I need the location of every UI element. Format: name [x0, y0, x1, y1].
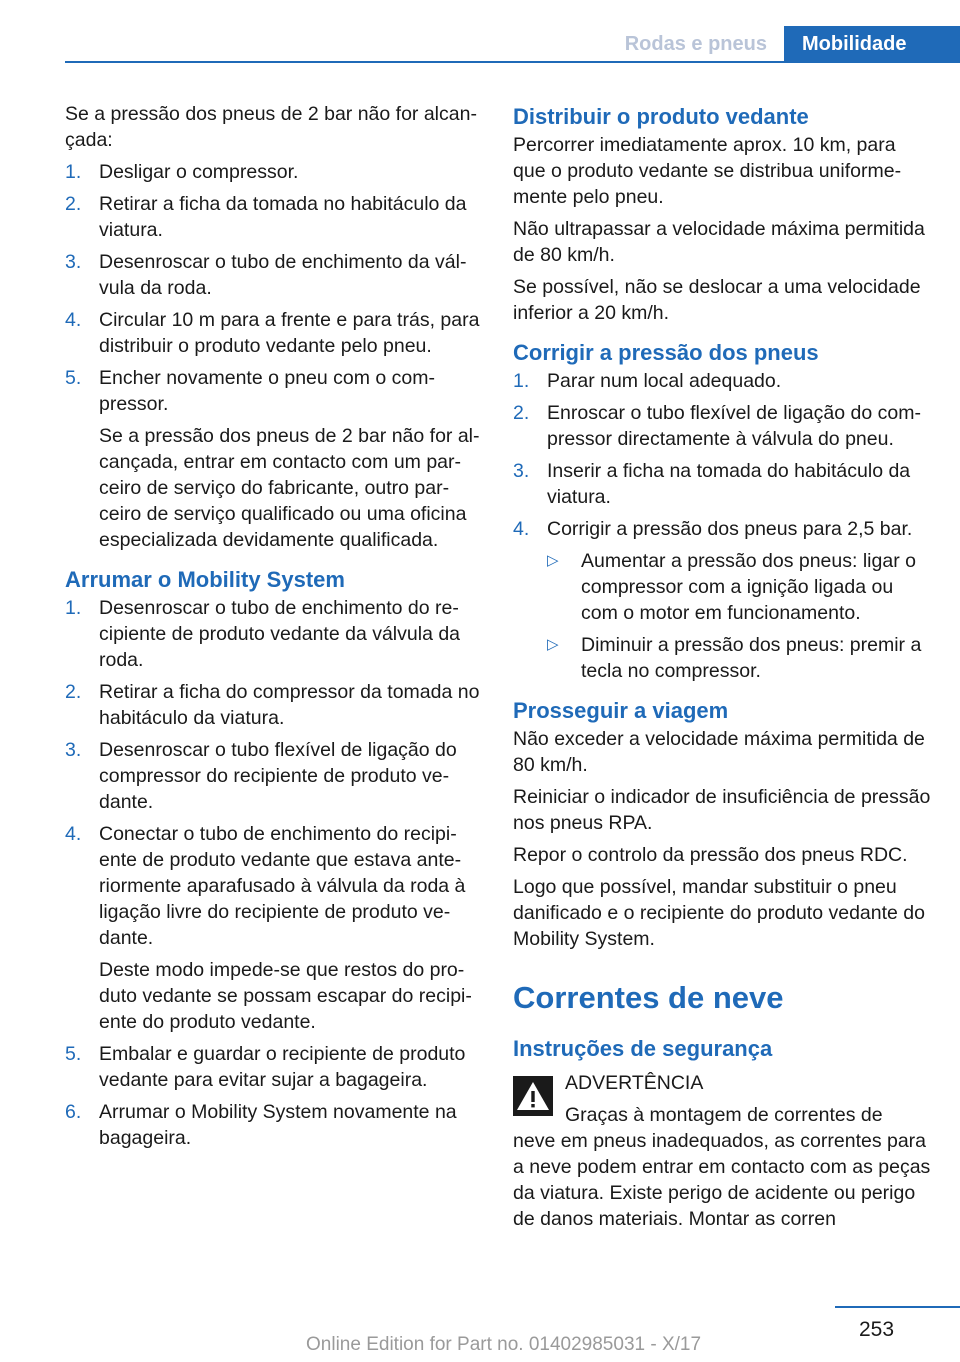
chapter-tab: Mobilidade: [784, 26, 960, 62]
stow-steps: [65, 595, 483, 1151]
page-number: 253: [859, 1318, 895, 1341]
paragraph: Não ultrapassar a velocidade máxima permitida de 80 km/h.: [513, 218, 925, 266]
step-text: Retirar a ficha do compressor da tomada no habitáculo da viatura.: [99, 681, 480, 729]
triangle-bullet-icon: ▷: [547, 552, 559, 569]
step-text: Parar num local adequado.: [547, 370, 782, 392]
step-text: Conectar o tubo de enchimento do recipiente de produto vedante que estava anteriormente aparafusado à válvula da roda à ligação livre do recipiente de produto vedante.: [99, 823, 466, 949]
step-number: 6.: [65, 1101, 82, 1123]
snow-chains-heading: Correntes de neve: [513, 980, 784, 1015]
step-number: 1.: [65, 597, 82, 619]
step-text: Encher novamente o pneu com o compressor.: [99, 367, 436, 415]
bullet-text: Diminuir a pressão dos pneus: premir a tecla no compressor.: [581, 634, 922, 682]
edition-note: Online Edition for Part no. 01402985031 - X/17: [306, 1334, 702, 1355]
paragraph: Logo que possível, mandar substituir o pneu danificado e o recipiente do produto vedante do Mobility System.: [513, 876, 925, 950]
step-text: Inserir a ficha na tomada do habitáculo da viatura.: [547, 460, 911, 508]
step-number: 5.: [65, 367, 82, 389]
warning-icon: [513, 1076, 553, 1116]
step-number: 2.: [65, 193, 82, 215]
bullet-text: Aumentar a pressão dos pneus: ligar o compressor com a ignição ligada ou com o motor em funcionamento.: [581, 550, 916, 624]
list-item: [513, 516, 931, 684]
left-column: [65, 101, 483, 1157]
step-number: 2.: [65, 681, 82, 703]
step-number: 4.: [65, 823, 82, 845]
paragraph: Se possível, não se deslocar a uma velocidade inferior a 20 km/h.: [513, 276, 921, 324]
step-number: 1.: [65, 161, 82, 183]
pressure-options: [547, 548, 931, 684]
correct-pressure-heading: Corrigir a pressão dos pneus: [513, 340, 819, 365]
intro-text: Se a pressão dos pneus de 2 bar não for alcançada:: [65, 103, 477, 151]
correct-steps: [513, 368, 931, 684]
paragraph: Reiniciar o indicador de insuficiência de pressão nos pneus RPA.: [513, 786, 931, 834]
list-item: [65, 159, 483, 185]
step-number: 3.: [65, 251, 82, 273]
step-number: 4.: [65, 309, 82, 331]
list-item: [65, 595, 483, 673]
list-item: [65, 249, 483, 301]
step-text: Arrumar o Mobility System novamente na bagageira.: [99, 1101, 457, 1149]
step-text: Retirar a ficha da tomada no habitáculo da viatura.: [99, 193, 467, 241]
warning-block: [513, 1070, 931, 1232]
triangle-bullet-icon: ▷: [547, 636, 559, 653]
list-item: [65, 737, 483, 815]
stow-heading: Arrumar o Mobility System: [65, 567, 345, 592]
list-item: [65, 191, 483, 243]
warning-text-first: Graças à montagem de correntes de: [565, 1104, 883, 1126]
list-item: [65, 821, 483, 1035]
warning-title: ADVERTÊNCIA: [565, 1072, 704, 1094]
right-column: [513, 101, 931, 1232]
step-text: Embalar e guardar o recipiente de produto vedante para evitar sujar a bagageira.: [99, 1043, 466, 1091]
list-item: [547, 548, 931, 626]
step-text: Desligar o compressor.: [99, 161, 299, 183]
list-item: [513, 368, 931, 394]
list-item: [65, 365, 483, 553]
list-item: [65, 1099, 483, 1151]
warning-text: neve em pneus inadequados, as correntes para a neve podem entrar em contacto com as peças da viatura. Existe perigo de acidente ou perigo de danos materiais. Montar as corren: [513, 1130, 931, 1230]
step-note: Deste modo impede-se que restos do produto vedante se possam escapar do recipiente do produto vedante.: [99, 959, 472, 1033]
header-rule: [65, 61, 960, 63]
step-text: Circular 10 m para a frente e para trás, para distribuir o produto vedante pelo pneu.: [99, 309, 480, 357]
step-text: Desenroscar o tubo de enchimento do recipiente de produto vedante da válvula da roda.: [99, 597, 461, 671]
step-number: 1.: [513, 370, 530, 392]
list-item: [513, 458, 931, 510]
step-number: 2.: [513, 402, 530, 424]
step-number: 3.: [65, 739, 82, 761]
list-item: [513, 400, 931, 452]
paragraph: Percorrer imediatamente aprox. 10 km, para que o produto vedante se distribua uniformemente pelo pneu.: [513, 134, 902, 208]
safety-heading: Instruções de segurança: [513, 1036, 773, 1061]
list-item: [65, 307, 483, 359]
section-tab: Rodas e pneus: [624, 33, 767, 55]
step-number: 4.: [513, 518, 530, 540]
paragraph: Não exceder a velocidade máxima permitida de 80 km/h.: [513, 728, 925, 776]
continue-heading: Prosseguir a viagem: [513, 698, 729, 723]
paragraph: Repor o controlo da pressão dos pneus RDC.: [513, 844, 908, 866]
footer-rule: [835, 1306, 960, 1308]
distribute-heading: Distribuir o produto vedante: [513, 104, 809, 129]
list-item: [65, 1041, 483, 1093]
header-tabs: [609, 26, 960, 62]
step-number: 3.: [513, 460, 530, 482]
step-text: Desenroscar o tubo flexível de ligação do compressor do recipiente de produto vedante.: [99, 739, 457, 813]
refill-steps: [65, 159, 483, 553]
step-number: 5.: [65, 1043, 82, 1065]
list-item: [547, 632, 931, 684]
step-text: Corrigir a pressão dos pneus para 2,5 bar.: [547, 518, 913, 540]
step-text: Desenroscar o tubo de enchimento da válvula da roda.: [99, 251, 467, 299]
step-text: Enroscar o tubo flexível de ligação do compressor directamente à válvula do pneu.: [547, 402, 921, 450]
step-note: Se a pressão dos pneus de 2 bar não for alcançada, entrar em contacto com um parceiro de serviço do fabricante, outro parceiro de serviço qualificado ou uma oficina especializada devidamente qualificada.: [99, 425, 480, 551]
list-item: [65, 679, 483, 731]
